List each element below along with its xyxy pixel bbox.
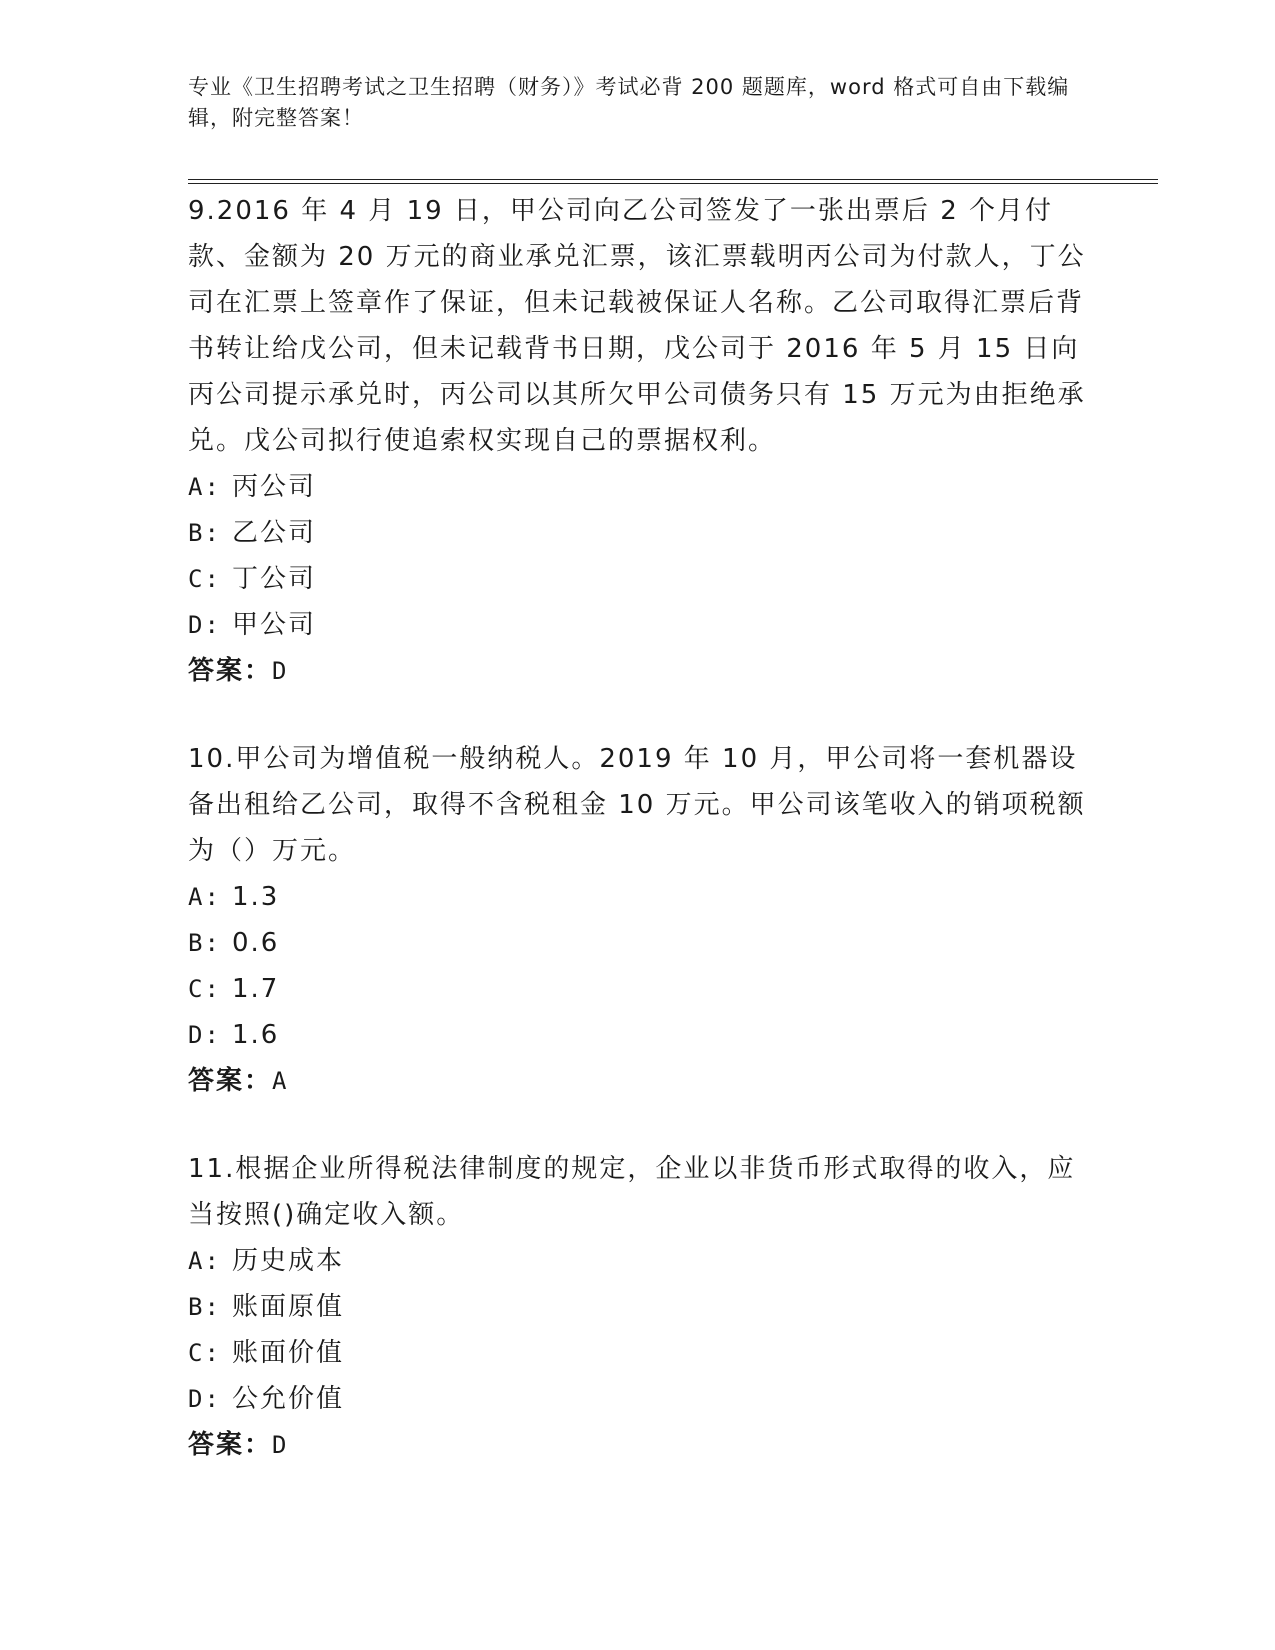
answer-label: 答案： <box>188 1066 273 1096</box>
option-letter: A: <box>188 883 221 911</box>
option-c <box>188 1330 1088 1376</box>
answer-value: D <box>272 1431 289 1459</box>
option-letter: C: <box>188 975 221 1003</box>
answer-line <box>188 1422 1088 1468</box>
option-letter: D: <box>188 1021 221 1049</box>
answer-line <box>188 648 1088 694</box>
option-letter: A: <box>188 1247 221 1275</box>
option-b <box>188 920 1088 966</box>
header-divider-bottom <box>188 183 1158 184</box>
option-c <box>188 966 1088 1012</box>
option-text: 公允价值 <box>232 1384 345 1414</box>
option-c <box>188 556 1088 602</box>
answer-label: 答案： <box>188 1430 273 1460</box>
option-letter: B: <box>188 519 221 547</box>
question-block <box>188 188 1088 694</box>
document-header: 专业《卫生招聘考试之卫生招聘（财务）》考试必背 200 题题库，word 格式可自由下载编辑，附完整答案！ <box>188 75 1070 130</box>
option-letter: C: <box>188 1339 221 1367</box>
option-d <box>188 602 1088 648</box>
question-text: 9.2016 年 4 月 19 日，甲公司向乙公司签发了一张出票后 2 个月付款、金额为 20 万元的商业承兑汇票，该汇票载明丙公司为付款人，丁公司在汇票上签章作了保证，但未记载被保证人名称。乙公司取得汇票后背书转让给戊公司，但未记载背书日期，戊公司于 2016 年 5 月 15 日向丙公司提示承兑时，丙公司以其所欠甲公司债务只有 15 万元为由拒绝承兑。戊公司拟行使追索权实现自己的票据权利。 <box>188 196 1086 456</box>
question-block <box>188 1146 1088 1468</box>
answer-label: 答案： <box>188 656 273 686</box>
option-text: 历史成本 <box>232 1246 345 1276</box>
option-d <box>188 1012 1088 1058</box>
option-letter: B: <box>188 929 221 957</box>
option-a <box>188 1238 1088 1284</box>
option-letter: D: <box>188 611 221 639</box>
answer-line <box>188 1058 1088 1104</box>
option-a <box>188 874 1088 920</box>
option-text: 1.7 <box>232 974 280 1004</box>
option-letter: C: <box>188 565 221 593</box>
option-text: 丙公司 <box>232 472 317 502</box>
option-letter: A: <box>188 473 221 501</box>
option-text: 乙公司 <box>232 518 317 548</box>
option-text: 0.6 <box>232 928 280 958</box>
option-a <box>188 464 1088 510</box>
option-b <box>188 510 1088 556</box>
answer-value: D <box>272 657 289 685</box>
option-letter: D: <box>188 1385 221 1413</box>
option-text: 账面原值 <box>232 1292 345 1322</box>
option-b <box>188 1284 1088 1330</box>
question-block <box>188 736 1088 1104</box>
option-text: 账面价值 <box>232 1338 345 1368</box>
option-text: 丁公司 <box>232 564 317 594</box>
header-divider-top <box>188 179 1158 180</box>
option-text: 1.3 <box>232 882 280 912</box>
option-text: 甲公司 <box>232 610 317 640</box>
option-text: 1.6 <box>232 1020 280 1050</box>
question-text: 10.甲公司为增值税一般纳税人。2019 年 10 月，甲公司将一套机器设备出租给乙公司，取得不含税租金 10 万元。甲公司该笔收入的销项税额为（）万元。 <box>188 744 1086 866</box>
question-text: 11.根据企业所得税法律制度的规定，企业以非货币形式取得的收入，应当按照()确定收入额。 <box>188 1154 1076 1230</box>
option-d <box>188 1376 1088 1422</box>
answer-value: A <box>272 1067 289 1095</box>
option-letter: B: <box>188 1293 221 1321</box>
